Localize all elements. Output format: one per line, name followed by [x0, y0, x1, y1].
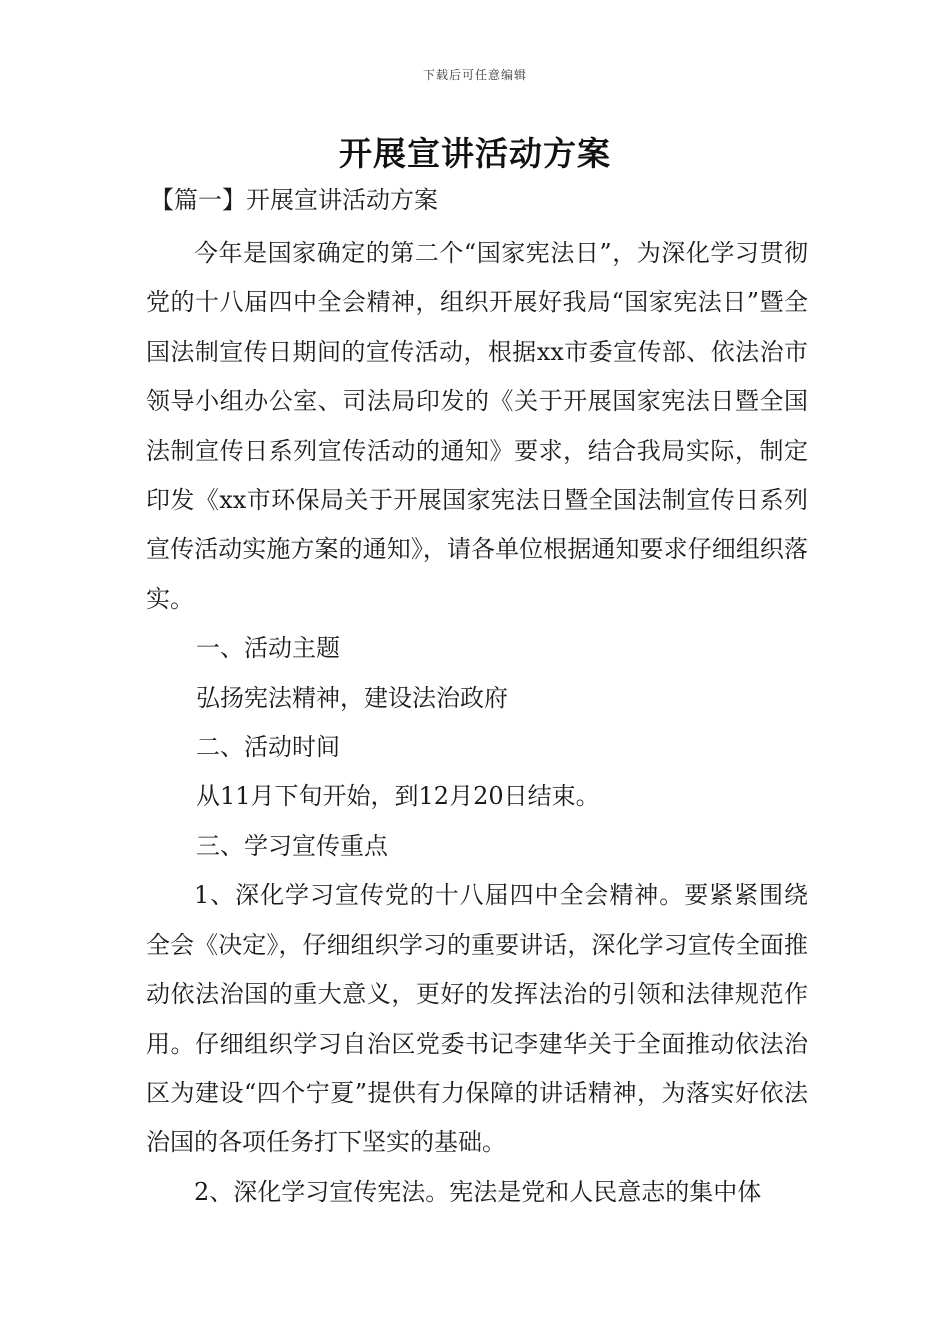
activity-theme-text: 弘扬宪法精神，建设法治政府 — [196, 683, 508, 712]
heading-activity-time: 二、活动时间 — [196, 733, 340, 762]
heading-key-points: 三、学习宣传重点 — [196, 831, 388, 860]
key-point-2: 2、深化学习宣传宪法。宪法是党和人民意志的集中体 — [194, 1177, 762, 1206]
intro-paragraph: 今年是国家确定的第二个“国家宪法日”，为深化学习贯彻党的十八届四中全会精神，组织开展好我局“国家宪法日”暨全国法制宣传日期间的宣传活动，根据xx市委宣传部、依法治市领导小组办公室、司法局印发的《关于开展国家宪法日暨全国法制宣传日系列宣传活动的通知》要求，结合我局实际，制定印发《xx市环保局关于开展国家宪法日暨全国法制宣传日系列宣传活动实施方案的通知》，请各单位根据通知要求仔细组织落实。 — [146, 239, 808, 613]
key-point-1: 1、深化学习宣传党的十八届四中全会精神。要紧紧围绕全会《决定》，仔细组织学习的重要讲话，深化学习宣传全面推动依法治国的重大意义，更好的发挥法治的引领和法律规范作用。仔细组织学习自治区党委书记李建华关于全面推动依法治区为建设“四个宁夏”提供有力保障的讲话精神，为落实好依法治国的各项任务打下坚实的基础。 — [146, 881, 808, 1157]
header-note: 下载后可任意编辑 — [422, 68, 527, 82]
activity-time-text: 从11月下旬开始，到12月20日结束。 — [196, 782, 600, 811]
section-heading: 【篇一】开展宣讲活动方案 — [150, 186, 438, 214]
document-body — [146, 229, 808, 1217]
heading-activity-theme: 一、活动主题 — [196, 634, 340, 663]
document-title: 开展宣讲活动方案 — [339, 134, 611, 173]
